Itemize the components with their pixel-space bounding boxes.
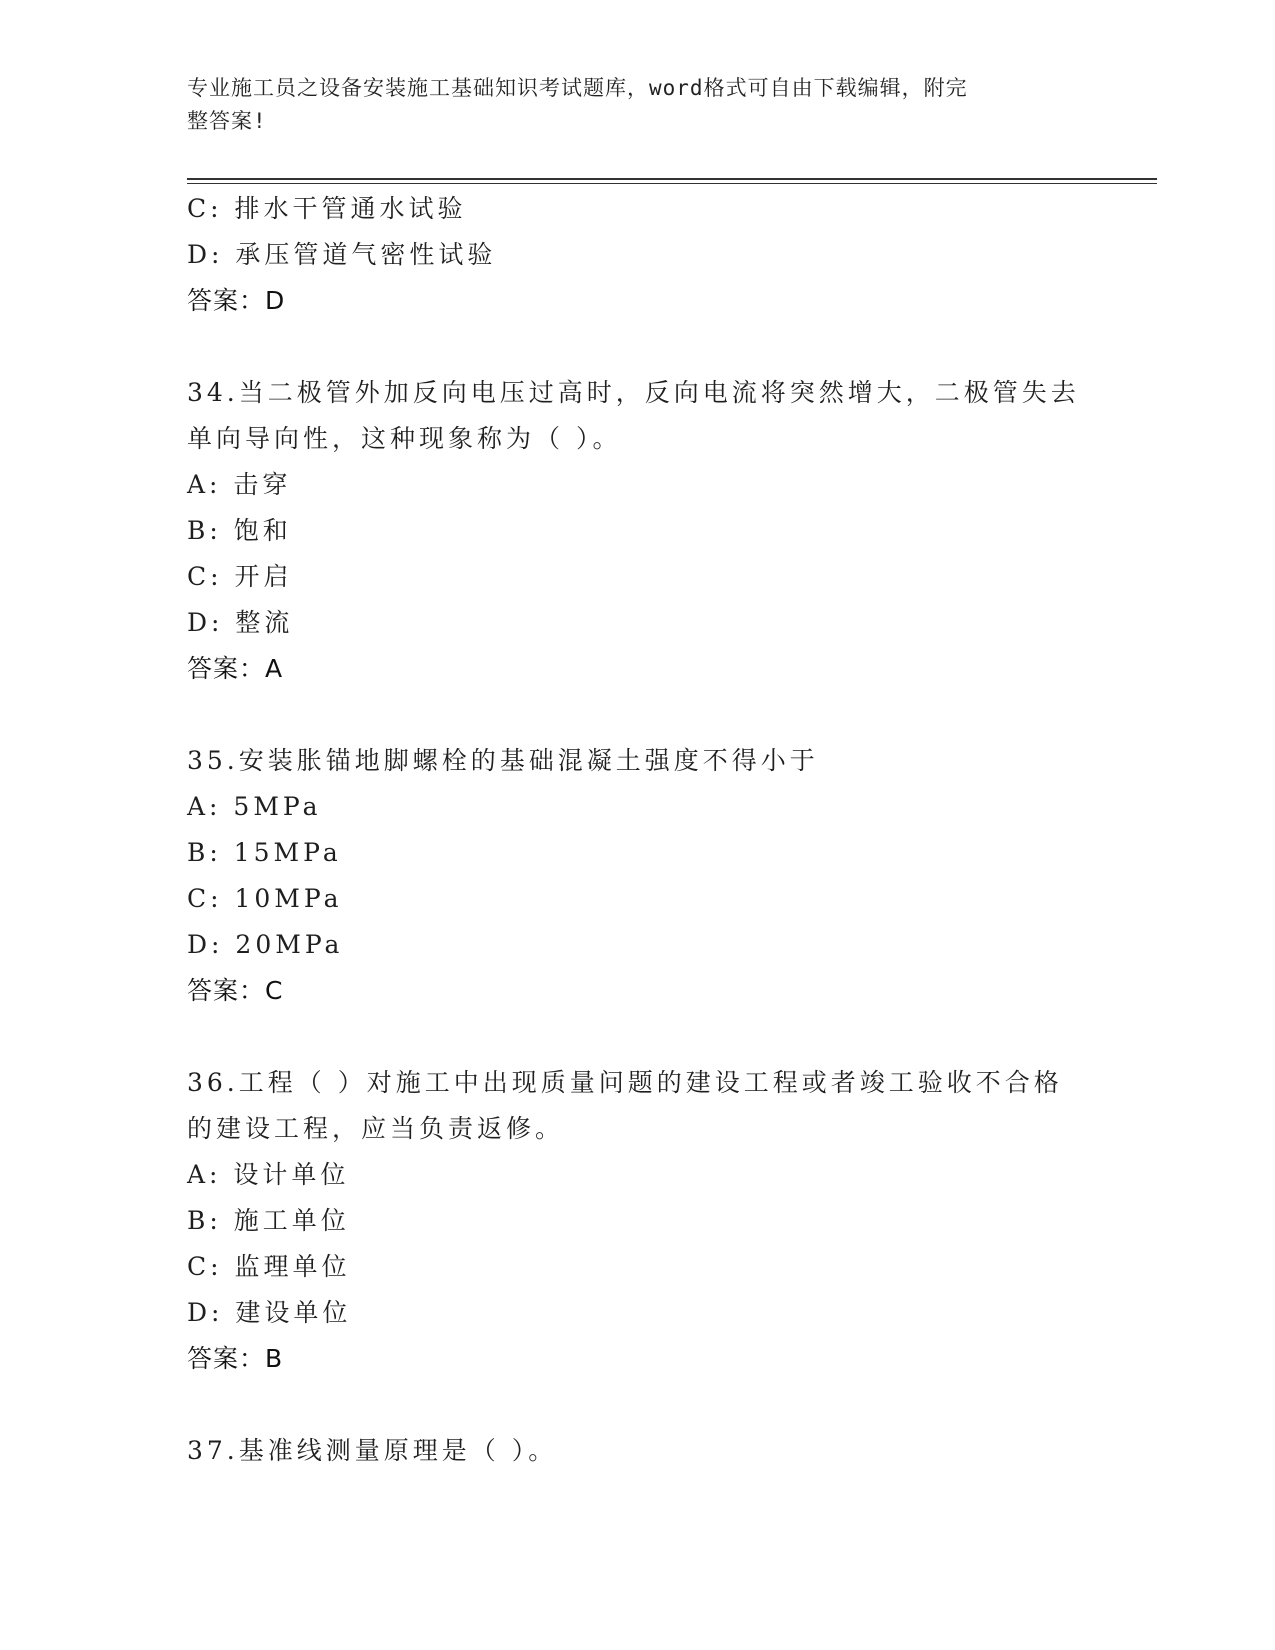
- q33-option-c: C: 排水干管通水试验: [187, 194, 467, 223]
- q34-option-d: D: 整流: [187, 608, 294, 637]
- q35-answer: 答案：C: [187, 976, 284, 1005]
- q34-option-b: B: 饱和: [187, 516, 292, 545]
- q35-option-b: B: 15MPa: [187, 838, 342, 867]
- q33-option-d: D: 承压管道气密性试验: [187, 240, 497, 269]
- q34-option-a: A: 击穿: [187, 470, 292, 499]
- question-content: [187, 186, 1087, 1474]
- q37-stem-line-1: 37.基准线测量原理是（ ）。: [187, 1436, 558, 1465]
- q34-option-c: C: 开启: [187, 562, 293, 591]
- q34-stem-line-1: 34.当二极管外加反向电压过高时，反向电流将突然增大，二极管失去: [187, 378, 1080, 407]
- q35-option-d: D: 20MPa: [187, 930, 344, 959]
- header-line-2: 整答案!: [187, 109, 267, 133]
- spacer: [187, 324, 1087, 370]
- q36-option-d: D: 建设单位: [187, 1298, 352, 1327]
- spacer: [187, 1382, 1087, 1428]
- header-divider-thick: [187, 178, 1157, 180]
- q35-option-a: A: 5MPa: [187, 792, 322, 821]
- spacer: [187, 1014, 1087, 1060]
- q36-stem-line-2: 的建设工程，应当负责返修。: [187, 1114, 565, 1143]
- q36-option-b: B: 施工单位: [187, 1206, 350, 1235]
- q36-option-a: A: 设计单位: [187, 1160, 350, 1189]
- q34-stem-line-2: 单向导向性，这种现象称为（ ）。: [187, 424, 622, 453]
- q36-option-c: C: 监理单位: [187, 1252, 351, 1281]
- q36-stem-line-1: 36.工程（ ）对施工中出现质量问题的建设工程或者竣工验收不合格: [187, 1068, 1063, 1097]
- document-header: [187, 72, 1067, 138]
- q36-answer: 答案：B: [187, 1344, 284, 1373]
- q35-option-c: C: 10MPa: [187, 884, 343, 913]
- q34-answer: 答案：A: [187, 654, 284, 683]
- q35-stem-line-1: 35.安装胀锚地脚螺栓的基础混凝土强度不得小于: [187, 746, 819, 775]
- q33-answer: 答案：D: [187, 286, 286, 315]
- header-divider-thin: [187, 183, 1157, 184]
- spacer: [187, 692, 1087, 738]
- header-line-1: 专业施工员之设备安装施工基础知识考试题库，word格式可自由下载编辑，附完: [187, 76, 968, 100]
